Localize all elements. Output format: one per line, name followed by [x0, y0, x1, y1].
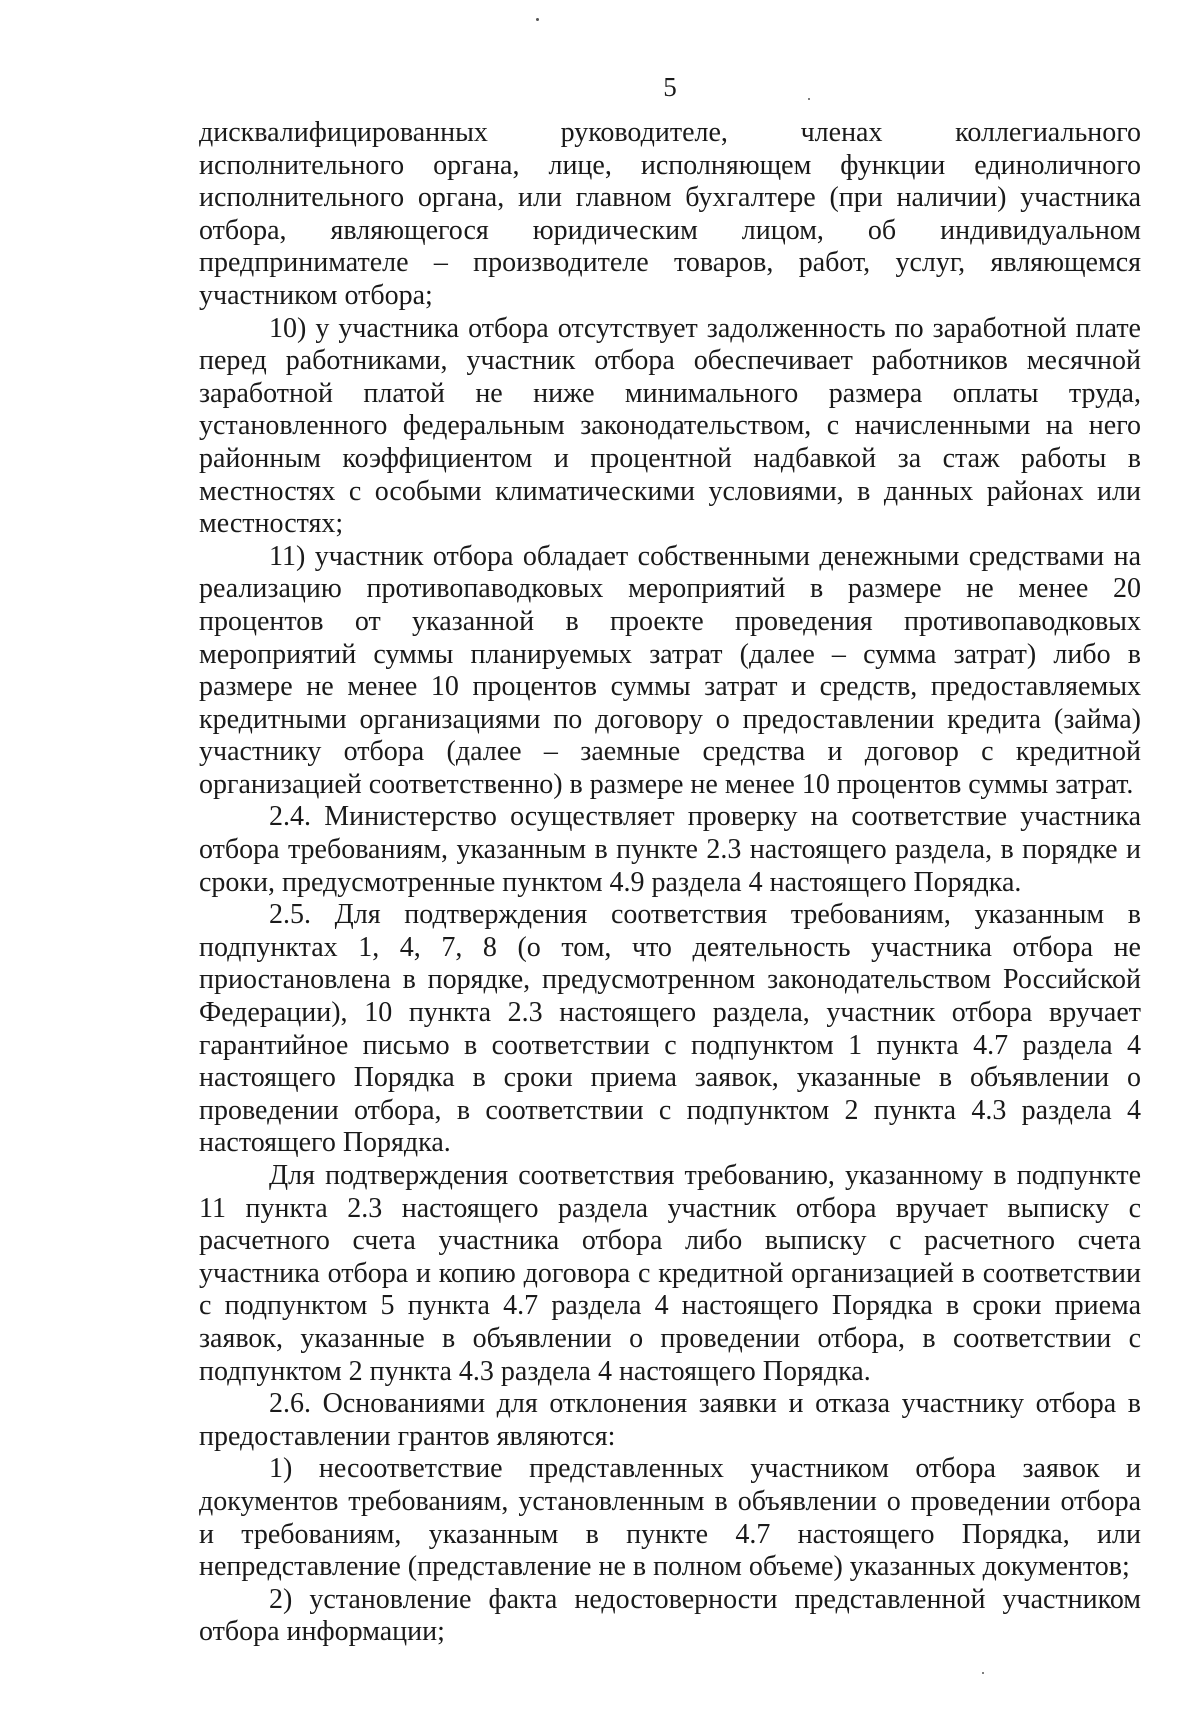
- text-line: кредитными организациями по договору о предоставлении кредита (займа): [199, 703, 1141, 735]
- text-line: расчетного счета участника отбора либо выписку с расчетного счета: [199, 1225, 1141, 1257]
- text-line: дисквалифицированных руководителе, членах коллегиального исполнительного: [199, 117, 1141, 181]
- text-line: 20 процентов от указанной в проекте проведения противопаводковых: [199, 573, 1141, 637]
- text-line: установленного федеральным законодательством, с начисленными на него: [199, 410, 1141, 442]
- text-line: перед работниками, участник отбора обеспечивает работников месячной: [199, 345, 1141, 377]
- paragraph-continuation: [199, 117, 1141, 313]
- text-line: Для подтверждения соответствия требованию, указанному в подпункте 11: [199, 1160, 1141, 1224]
- text-line: органа, лице, исполняющем функции единоличного исполнительного органа,: [199, 149, 1142, 214]
- text-line: юридическим лицом, об индивидуальном предпринимателе – производителе: [199, 214, 1141, 279]
- text-line: районным коэффициентом и процентной надбавкой за стаж работы в местностях: [199, 442, 1141, 507]
- text-line: отбора требованиям, указанным в пункте 2.3 настоящего раздела, в порядке и: [199, 834, 1141, 866]
- scan-speck: [982, 1672, 984, 1674]
- text-line: Федерации), 10 пункта 2.3 настоящего раздела, участник отбора вручает: [199, 997, 1141, 1029]
- text-line: подпунктах 1, 4, 7, 8 (о том, что деятельность участника отбора не: [199, 931, 1141, 963]
- text-line: и требованиям, указанным в пункте 4.7 настоящего Порядка, или: [199, 1518, 1141, 1550]
- text-line: 1) несоответствие представленных участником отбора заявок и: [269, 1453, 1141, 1485]
- text-line: заработной платой не ниже минимального размера оплаты труда,: [199, 377, 1141, 409]
- text-line: соответствии с подпунктом 2 пункта 4.3 раздела 4 настоящего Порядка.: [199, 1322, 1141, 1387]
- text-line: участника отбора и копию договора с кредитной организацией в: [199, 1257, 975, 1289]
- text-line: отбора информации;: [199, 1616, 445, 1648]
- paragraph-2-6-item-1: [199, 1453, 1141, 1583]
- text-line: 2.5. Для подтверждения соответствия требованиям, указанным в: [269, 899, 1141, 931]
- text-line: 2) установление факта недостоверности представленной участником: [269, 1583, 1141, 1615]
- document-body: [199, 117, 1141, 1649]
- text-line: сроки, предусмотренные пунктом 4.9 раздела 4 настоящего Порядка.: [199, 866, 1022, 898]
- text-line: проведении отбора, в соответствии с подпунктом 2 пункта 4.3 раздела 4: [199, 1094, 1141, 1126]
- paragraph-item-10: [199, 313, 1141, 541]
- text-line: реализацию противопаводковых мероприятий в размере не менее: [199, 573, 1089, 605]
- text-line: мероприятий суммы планируемых затрат (далее – сумма затрат) либо в: [199, 638, 1141, 670]
- text-line: настоящего Порядка.: [199, 1127, 451, 1159]
- text-line: 2.4. Министерство осуществляет проверку на соответствие участника: [269, 801, 1141, 833]
- paragraph-2-6: [199, 1388, 1141, 1453]
- paragraph-2-6-item-2: [199, 1584, 1141, 1649]
- text-line: предоставлении грантов являются:: [199, 1420, 616, 1452]
- text-line: с особыми климатическими условиями, в данных районах или местностях;: [199, 475, 1141, 540]
- text-line: или главном бухгалтере (при наличии) участника отбора, являющегося: [199, 182, 1142, 246]
- text-line: товаров, работ, услуг, являющемся участником отбора;: [199, 247, 1141, 311]
- text-line: настоящего Порядка в сроки приема заявок, указанные в объявлении о: [199, 1062, 1141, 1094]
- text-line: документов требованиям, установленным в объявлении о проведении отбора: [199, 1485, 1141, 1517]
- text-line: размере не менее 10 процентов суммы затрат и средств, предоставляемых: [199, 671, 1141, 703]
- text-line: гарантийное письмо в соответствии с подпунктом 1 пункта 4.7 раздела 4: [199, 1029, 1141, 1061]
- page-number: 5: [663, 72, 677, 102]
- text-line: приостановлена в порядке, предусмотренном законодательством Российской: [199, 964, 1141, 996]
- text-line: соответствии с подпунктом 5 пункта 4.7 раздела 4 настоящего Порядка в: [199, 1257, 1141, 1322]
- text-line: 10) у участника отбора отсутствует задолженность по заработной плате: [269, 312, 1141, 344]
- text-line: организацией соответственно) в размере не менее 10 процентов суммы затрат.: [199, 768, 1134, 800]
- text-line: непредставление (представление не в полном объеме) указанных документов;: [199, 1551, 1130, 1583]
- text-line: сроки приема заявок, указанные в объявлении о проведении отбора, в: [199, 1290, 1142, 1354]
- scan-speck: [536, 18, 539, 21]
- text-line: 11) участник отбора обладает собственными денежными средствами на: [269, 540, 1141, 572]
- text-line: участнику отбора (далее – заемные средства и договор с кредитной: [199, 736, 1141, 768]
- paragraph-2-4: [199, 801, 1141, 899]
- paragraph-2-5: [199, 899, 1141, 1160]
- paragraph-item-11: [199, 541, 1141, 802]
- text-line: 2.6. Основаниями для отклонения заявки и отказа участнику отбора в: [269, 1388, 1141, 1420]
- paragraph-2-5-extract: [199, 1160, 1141, 1388]
- text-line: пункта 2.3 настоящего раздела участник отбора вручает выписку с: [245, 1192, 1141, 1224]
